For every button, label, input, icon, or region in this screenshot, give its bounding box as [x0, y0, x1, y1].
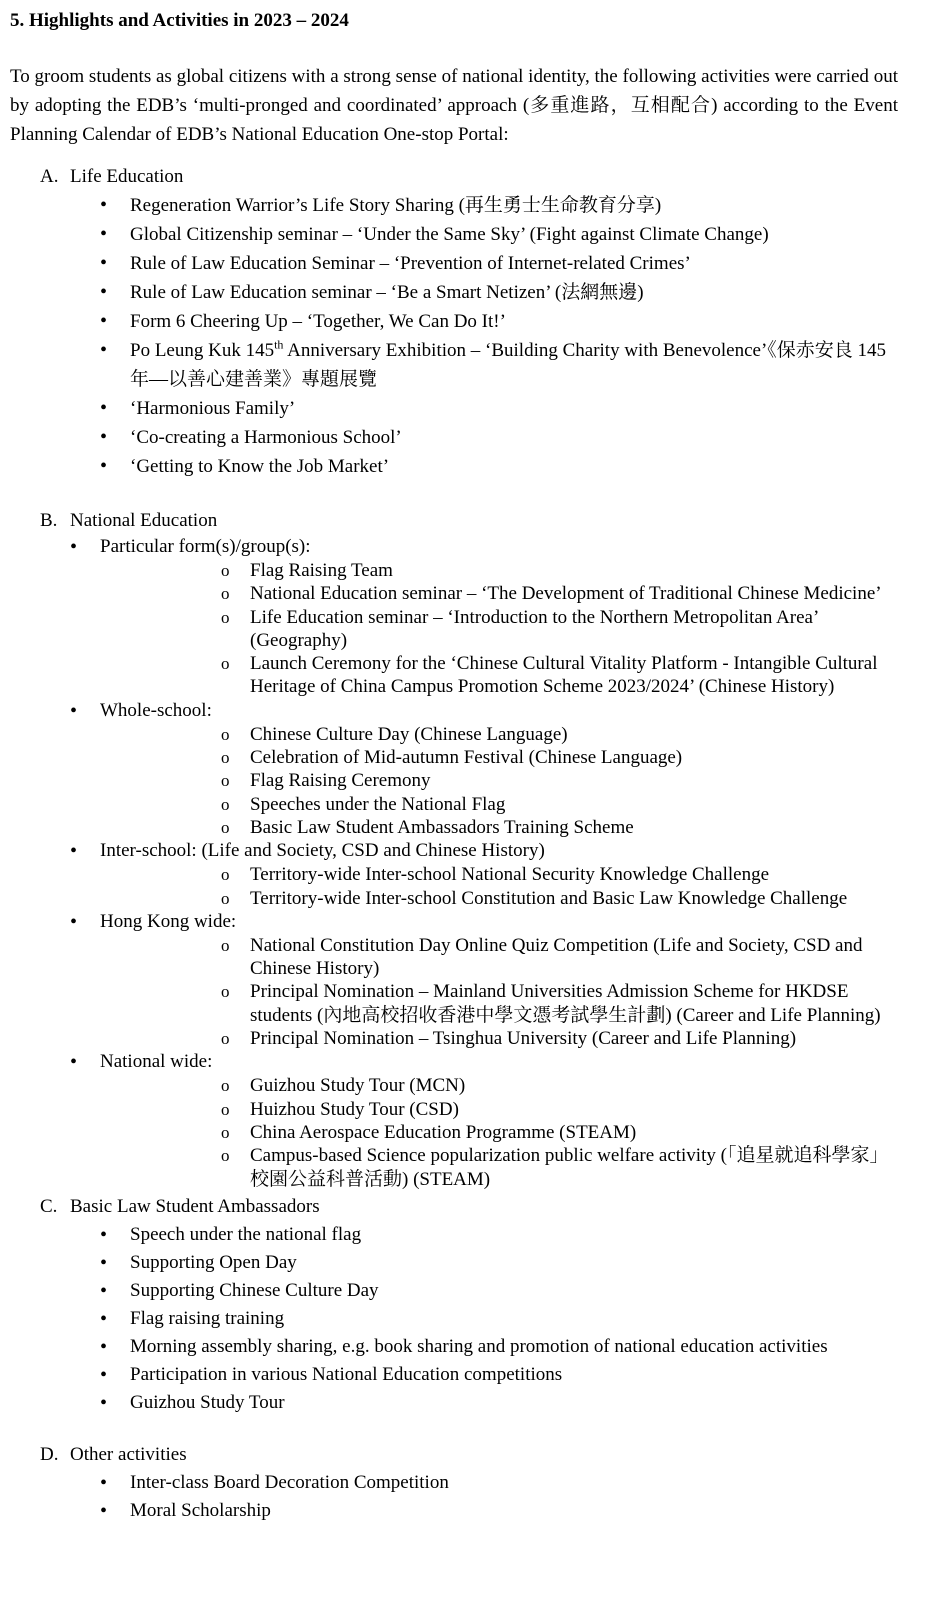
sub-list-item: o Chinese Culture Day (Chinese Language) — [100, 723, 898, 746]
pokk-text-start: Po Leung Kuk 145 — [130, 340, 275, 361]
sub-list-item: o China Aerospace Education Programme (STEAM) — [100, 1121, 898, 1144]
section-heading-text: National Education — [70, 510, 218, 531]
section-letter: C. — [40, 1195, 58, 1217]
list-item: • Participation in various National Education competitions — [10, 1361, 898, 1389]
list-item: • Global Citizenship seminar – ‘Under the Same Sky’ (Fight against Climate Change) — [10, 220, 898, 249]
section-heading-text: Life Education — [70, 166, 184, 187]
list-item: • Supporting Open Day — [10, 1249, 898, 1277]
sub-list-item: o Territory-wide Inter-school National Security Knowledge Challenge — [100, 863, 898, 886]
sub-list-item: o Flag Raising Ceremony — [100, 769, 898, 792]
sub-list-item: o Principal Nomination – Mainland Universities Admission Scheme for HKDSE students (內地高校招收香港中學文憑考試學生計劃) (Career and Life Planning) — [100, 980, 898, 1027]
section-other-activities — [10, 1441, 898, 1525]
section-title: 5. Highlights and Activities in 2023 – 2024 — [10, 10, 349, 31]
sub-list-item: o National Education seminar – ‘The Development of Traditional Chinese Medicine’ — [100, 582, 898, 605]
group-label: Whole-school: — [100, 699, 212, 721]
sub-list-item: o Principal Nomination – Tsinghua University (Career and Life Planning) — [100, 1027, 898, 1050]
section-letter: B. — [40, 510, 58, 531]
sub-list-item: o Flag Raising Team — [100, 559, 898, 582]
bullet-list — [10, 1221, 898, 1417]
list-item: • Rule of Law Education seminar – ‘Be a Smart Netizen’ (法網無邊) — [10, 278, 898, 307]
section-letter: A. — [40, 166, 59, 187]
section-heading-text: Other activities — [70, 1443, 187, 1465]
group-item — [10, 910, 898, 1050]
sub-list — [100, 1074, 898, 1190]
list-item: • Morning assembly sharing, e.g. book sharing and promotion of national education activities — [10, 1333, 898, 1361]
section-heading — [10, 163, 898, 191]
list-item: • Inter-class Board Decoration Competition — [10, 1469, 898, 1497]
group-item — [10, 839, 898, 910]
group-label: National wide: — [100, 1051, 213, 1073]
sub-list-item: o Celebration of Mid-autumn Festival (Chinese Language) — [100, 746, 898, 769]
group-item — [10, 1050, 898, 1190]
group-list — [10, 535, 898, 1191]
section-heading — [10, 507, 898, 535]
list-item: • Regeneration Warrior’s Life Story Sharing (再生勇士生命教育分享) — [10, 191, 898, 220]
list-item-pokk-exhibition — [10, 336, 898, 394]
sub-list-item: o Basic Law Student Ambassadors Training Scheme — [100, 816, 898, 839]
section-life-education — [10, 163, 898, 481]
sub-list-item: o Speeches under the National Flag — [100, 793, 898, 816]
list-item: • Moral Scholarship — [10, 1497, 898, 1525]
list-item: • Guizhou Study Tour — [10, 1389, 898, 1417]
section-heading — [10, 1441, 898, 1469]
sub-list — [100, 863, 898, 910]
bullet-list — [10, 191, 898, 481]
list-item: • Flag raising training — [10, 1305, 898, 1333]
list-item: • ‘Getting to Know the Job Market’ — [10, 452, 898, 481]
group-label: Particular form(s)/group(s): — [100, 536, 311, 557]
pokk-text-end: Anniversary Exhibition – ‘Building Charity with Benevolence’《保赤安良 145 年—以善心建善業》專題展覽 — [130, 340, 887, 390]
sub-list-item: o Huizhou Study Tour (CSD) — [100, 1098, 898, 1121]
document — [10, 8, 898, 1525]
sub-list-item: o Campus-based Science popularization public welfare activity (「追星就追科學家」校園公益科普活動) (STEAM) — [100, 1144, 898, 1191]
sub-list — [100, 723, 898, 839]
ordinal-suffix: th — [274, 337, 284, 352]
sub-list — [100, 934, 898, 1050]
section-letter: D. — [40, 1443, 59, 1465]
section-basic-law-ambassadors — [10, 1193, 898, 1417]
group-item — [10, 535, 898, 699]
sub-list-item: o Guizhou Study Tour (MCN) — [100, 1074, 898, 1097]
sub-list-item: o Territory-wide Inter-school Constitution and Basic Law Knowledge Challenge — [100, 887, 898, 910]
intro-paragraph: To groom students as global citizens with a strong sense of national identity, the following activities were carried out by adopting the EDB’s ‘multi-pronged and coordinated’ approach (多重進路，互相配合) according to the Event Planning Calendar of EDB’s National Education One-stop Portal: — [10, 66, 898, 145]
list-item: • ‘Harmonious Family’ — [10, 394, 898, 423]
sub-list — [100, 559, 898, 699]
section-heading-text: Basic Law Student Ambassadors — [70, 1195, 320, 1217]
bullet-list — [10, 1469, 898, 1525]
list-item: • Speech under the national flag — [10, 1221, 898, 1249]
list-item: • Supporting Chinese Culture Day — [10, 1277, 898, 1305]
group-label: Inter-school: (Life and Society, CSD and Chinese History) — [100, 840, 545, 862]
list-item: • ‘Co-creating a Harmonious School’ — [10, 423, 898, 452]
list-item: • Form 6 Cheering Up – ‘Together, We Can Do It!’ — [10, 307, 898, 336]
section-heading — [10, 1193, 898, 1221]
group-label: Hong Kong wide: — [100, 910, 237, 932]
section-national-education — [10, 507, 898, 1191]
sub-list-item: o Launch Ceremony for the ‘Chinese Cultural Vitality Platform - Intangible Cultural Heritage of China Campus Promotion Scheme 2023/2024’ (Chinese History) — [100, 652, 898, 699]
list-item: • Rule of Law Education Seminar – ‘Prevention of Internet-related Crimes’ — [10, 249, 898, 278]
sub-list-item: o Life Education seminar – ‘Introduction to the Northern Metropolitan Area’ (Geography) — [100, 606, 898, 653]
group-item — [10, 699, 898, 839]
sub-list-item: o National Constitution Day Online Quiz Competition (Life and Society, CSD and Chinese History) — [100, 934, 898, 981]
